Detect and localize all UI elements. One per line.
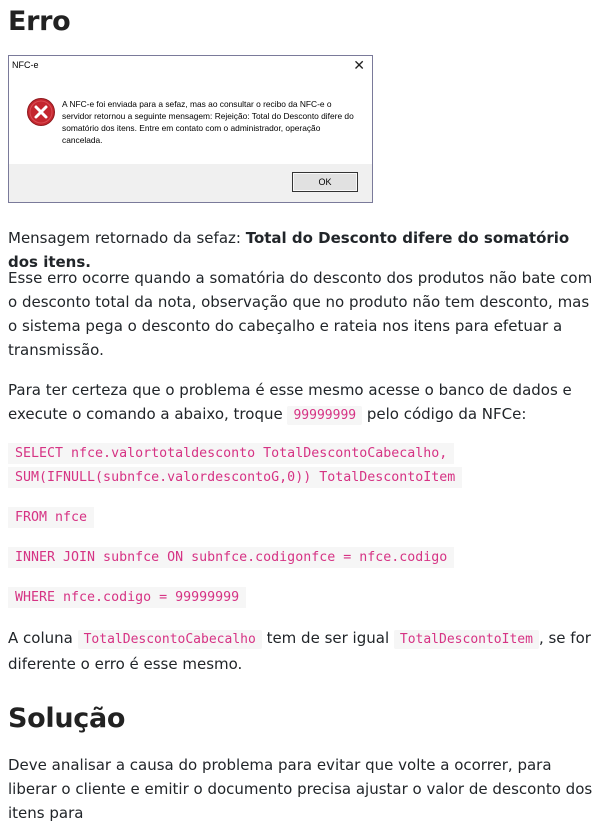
sql-where-text: WHERE nfce.codigo = 99999999 <box>8 587 246 608</box>
dialog-body <box>9 80 372 164</box>
columns-after: , se for diferente o erro é esse mesmo. <box>8 629 591 673</box>
paragraph-instructions <box>8 378 593 428</box>
sql-select-line <box>8 442 488 490</box>
dialog-message: A NFC-e foi enviada para a sefaz, mas ao consultar o recibo da NFC-e o servidor retornou a seguinte mensagem: Rejeição: Total do Desconto difere do somatório dos itens. Entre em contato com o administrador, operação cancelada. <box>62 99 354 145</box>
paragraph-columns <box>8 626 593 676</box>
sql-join-text: INNER JOIN subnfce ON subnfce.codigonfce = nfce.codigo <box>8 547 454 568</box>
sefaz-message-bold: Total do Desconto difere do somatório dos itens. <box>8 229 570 271</box>
instructions-after: pelo código da NFCe: <box>362 405 527 423</box>
sefaz-prefix: Mensagem retornado da sefaz: <box>8 229 246 247</box>
dialog-title: NFC-e <box>12 60 39 70</box>
inline-code-item: TotalDescontoItem <box>394 630 539 649</box>
paragraph-solution: Deve analisar a causa do problema para evitar que volte a ocorrer, para liberar o cliente e emitir o documento precisa ajustar o valor de desconto dos itens para <box>8 756 593 822</box>
close-icon: ✕ <box>353 57 365 73</box>
paragraph-explanation: Esse erro ocorre quando a somatória do desconto dos produtos não bate com o desconto total da nota, observação que no produto não tem desconto, mas o sistema pega o desconto do cabeçalho e rateia nos itens para efetuar a transmissão. <box>8 269 593 359</box>
inline-code-cabecalho: TotalDescontoCabecalho <box>78 630 262 649</box>
columns-middle: tem de ser igual <box>261 629 394 647</box>
sql-from-text: FROM nfce <box>8 507 94 528</box>
heading-solucao: Solução <box>8 703 126 734</box>
sql-from-line <box>8 506 94 530</box>
sql-join-line <box>8 546 454 570</box>
ok-button: OK <box>292 172 358 192</box>
sql-where-line <box>8 586 246 610</box>
error-icon <box>26 97 56 127</box>
inline-code-nfce-number: 99999999 <box>287 406 362 425</box>
columns-before: A coluna <box>8 629 78 647</box>
error-dialog-screenshot <box>8 55 373 203</box>
heading-erro: Erro <box>8 6 71 37</box>
instructions-before: Para ter certeza que o problema é esse mesmo acesse o banco de dados e execute o comando a abaixo, troque <box>8 381 572 423</box>
dialog-footer <box>9 164 372 202</box>
sql-select-text: SELECT nfce.valortotaldesconto TotalDescontoCabecalho, SUM(IFNULL(subnfce.valordescontoG,0)) TotalDescontoItem <box>8 443 462 488</box>
